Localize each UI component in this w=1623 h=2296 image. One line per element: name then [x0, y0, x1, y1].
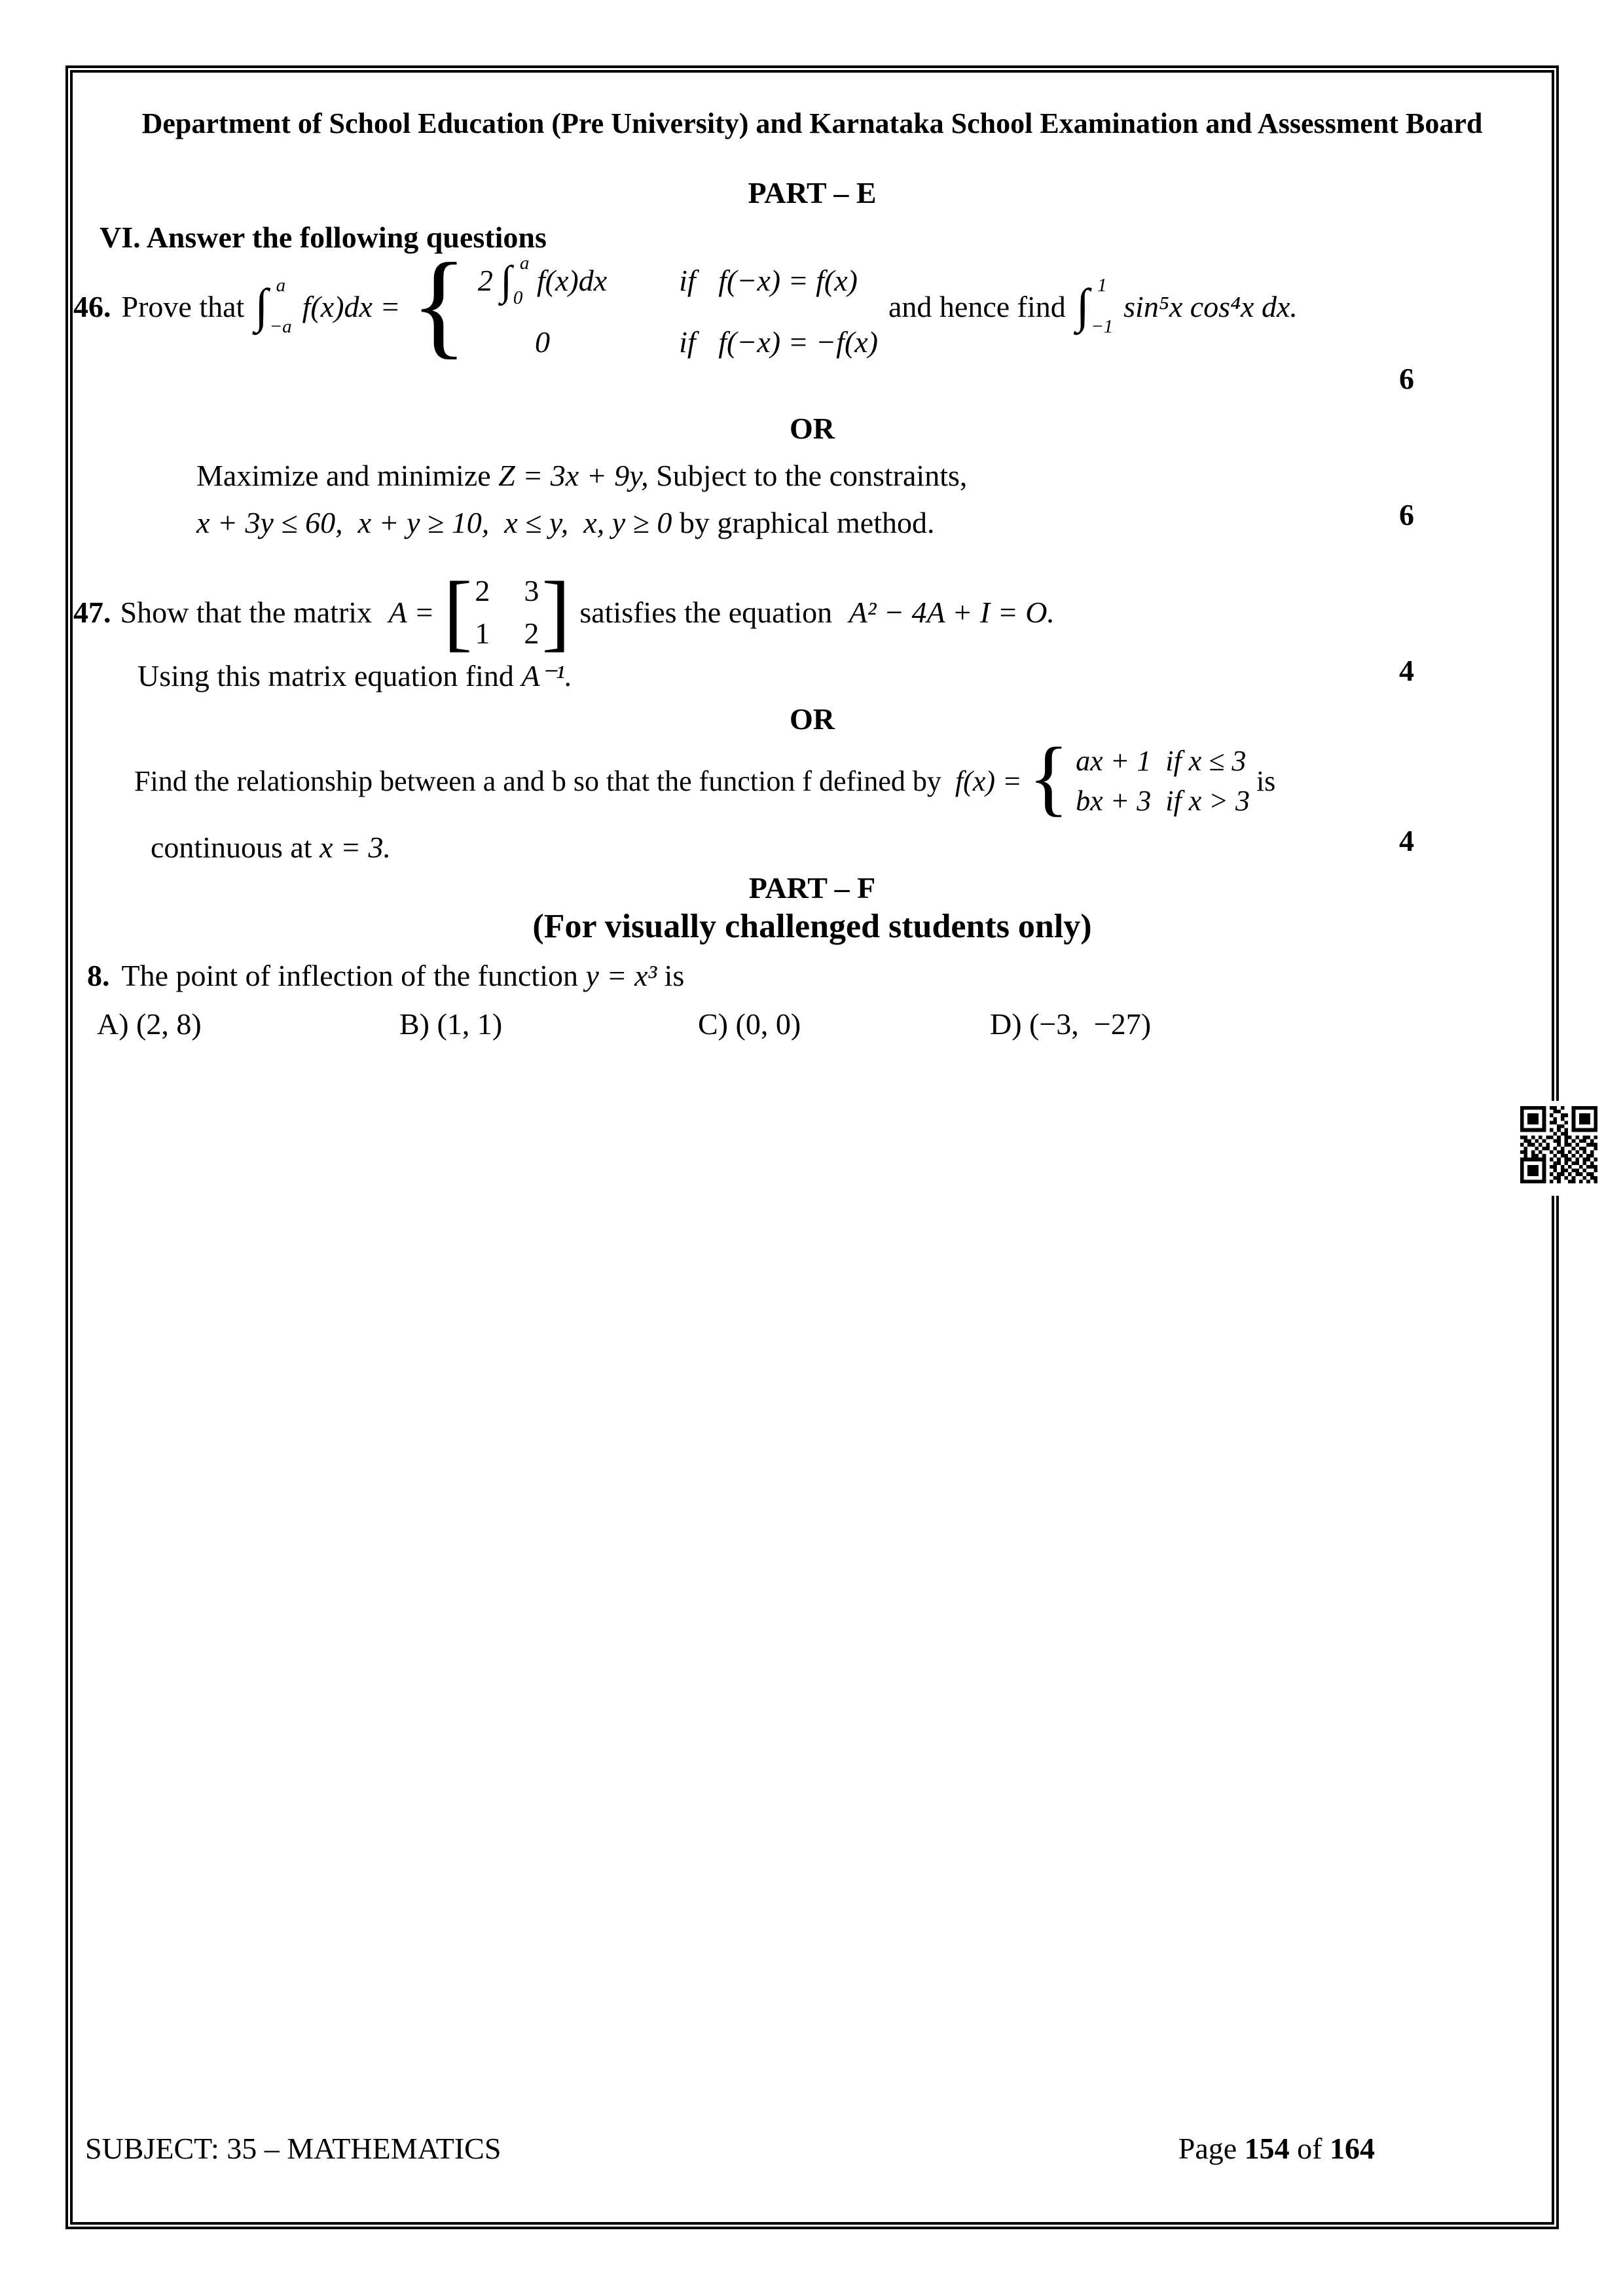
footer-page-info: Page 154 of 164: [1178, 2132, 1375, 2165]
question-46-lead: Prove that: [121, 289, 245, 323]
question-47: 47. Show that the matrix A = [ 2 3 1 2 ] satisfies the equation A² − 4A + I = O.: [73, 563, 1055, 660]
question-8-number: 8.: [87, 959, 110, 992]
question-46-marks: 6: [1399, 362, 1414, 395]
question-47-number: 47.: [73, 595, 111, 629]
question-47-alt: Find the relationship between a and b so that the function f defined by f(x) = { ax + 1 if x ≤ 3 bx + 3 if x > 3 is: [134, 730, 1276, 825]
matrix-a: [ 2 3 1 2 ]: [443, 563, 571, 660]
piecewise-cases: [1076, 744, 1250, 817]
cases-block: 2 ∫ a 0 f(x)dx if f(−x) = f(x) 0 if f(−x) = −f(x): [477, 252, 879, 359]
question-47-lead: Show that the matrix: [120, 595, 380, 629]
case-2-condition: if f(−x) = −f(x): [679, 325, 879, 359]
part-f-heading: PART – F: [748, 871, 876, 905]
option-a: A) (2, 8): [97, 1007, 202, 1041]
option-d: D) (−3, −27): [990, 1007, 1152, 1041]
question-47-alt-lead: Find the relationship between a and b so that the function f defined by: [134, 764, 949, 797]
question-46-alt-marks: 6: [1399, 498, 1414, 531]
question-47-tail: satisfies the equation: [579, 595, 840, 629]
option-b: B) (1, 1): [399, 1007, 503, 1041]
question-8: [87, 958, 684, 993]
matrix-cell-21: 1: [475, 617, 490, 650]
case-2-value: 0: [535, 325, 550, 359]
footer-page-number: 154: [1244, 2132, 1290, 2165]
cases-brace: {: [410, 238, 467, 369]
question-47-or: OR: [790, 702, 835, 736]
page-border: [65, 65, 1559, 2229]
question-47-line-2: Using this matrix equation find A⁻¹.: [137, 658, 573, 692]
option-c: C) (0, 0): [698, 1007, 801, 1041]
question-46-or: OR: [790, 412, 835, 445]
integral-0-to-a: ∫ a 0: [500, 252, 530, 308]
question-47-marks: 4: [1399, 654, 1414, 687]
qr-code: [1515, 1101, 1603, 1196]
question-46-number: 46.: [73, 289, 111, 323]
question-46-hence: and hence find: [888, 289, 1066, 323]
page-title: Department of School Education (Pre University) and Karnataka School Examination and Assessment Board: [141, 107, 1483, 139]
question-46-alt-line-2: x + 3y ≤ 60, x + y ≥ 10, x ≤ y, x, y ≥ 0 by graphical method.: [196, 506, 935, 539]
matrix-cell-12: 3: [524, 574, 539, 607]
question-46-equation: f(x)dx =: [302, 289, 401, 323]
question-47-alt-tail: is: [1256, 764, 1276, 797]
integral-minus-a-to-a: ∫ a −a: [255, 275, 292, 337]
question-46-hence-expr: sin⁵x cos⁴x dx.: [1123, 289, 1298, 323]
footer-page-total: 164: [1330, 2132, 1375, 2165]
question-46: [73, 238, 1298, 369]
matrix-cell-22: 2: [524, 617, 539, 650]
part-e-heading: PART – E: [748, 176, 877, 209]
question-8-text: The point of inflection of the function y = x³ is: [121, 959, 685, 992]
piecewise-case-1: ax + 1 if x ≤ 3: [1076, 745, 1247, 777]
footer-subject: SUBJECT: 35 – MATHEMATICS: [85, 2132, 501, 2165]
integral-minus-1-to-1: ∫ 1 −1: [1076, 275, 1114, 337]
piecewise-brace: {: [1028, 730, 1070, 825]
matrix-cell-11: 2: [475, 574, 490, 607]
part-f-subtitle: (For visually challenged students only): [532, 908, 1092, 945]
question-47-alt-marks: 4: [1399, 824, 1414, 857]
section-heading: VI. Answer the following questions: [100, 221, 547, 254]
question-47-alt-line-2: continuous at x = 3.: [151, 831, 392, 864]
case-1-condition: if f(−x) = f(x): [679, 264, 858, 297]
piecewise-case-2: bx + 3 if x > 3: [1076, 785, 1250, 817]
question-46-alt-line-1: Maximize and minimize Z = 3x + 9y, Subject to the constraints,: [196, 459, 968, 492]
